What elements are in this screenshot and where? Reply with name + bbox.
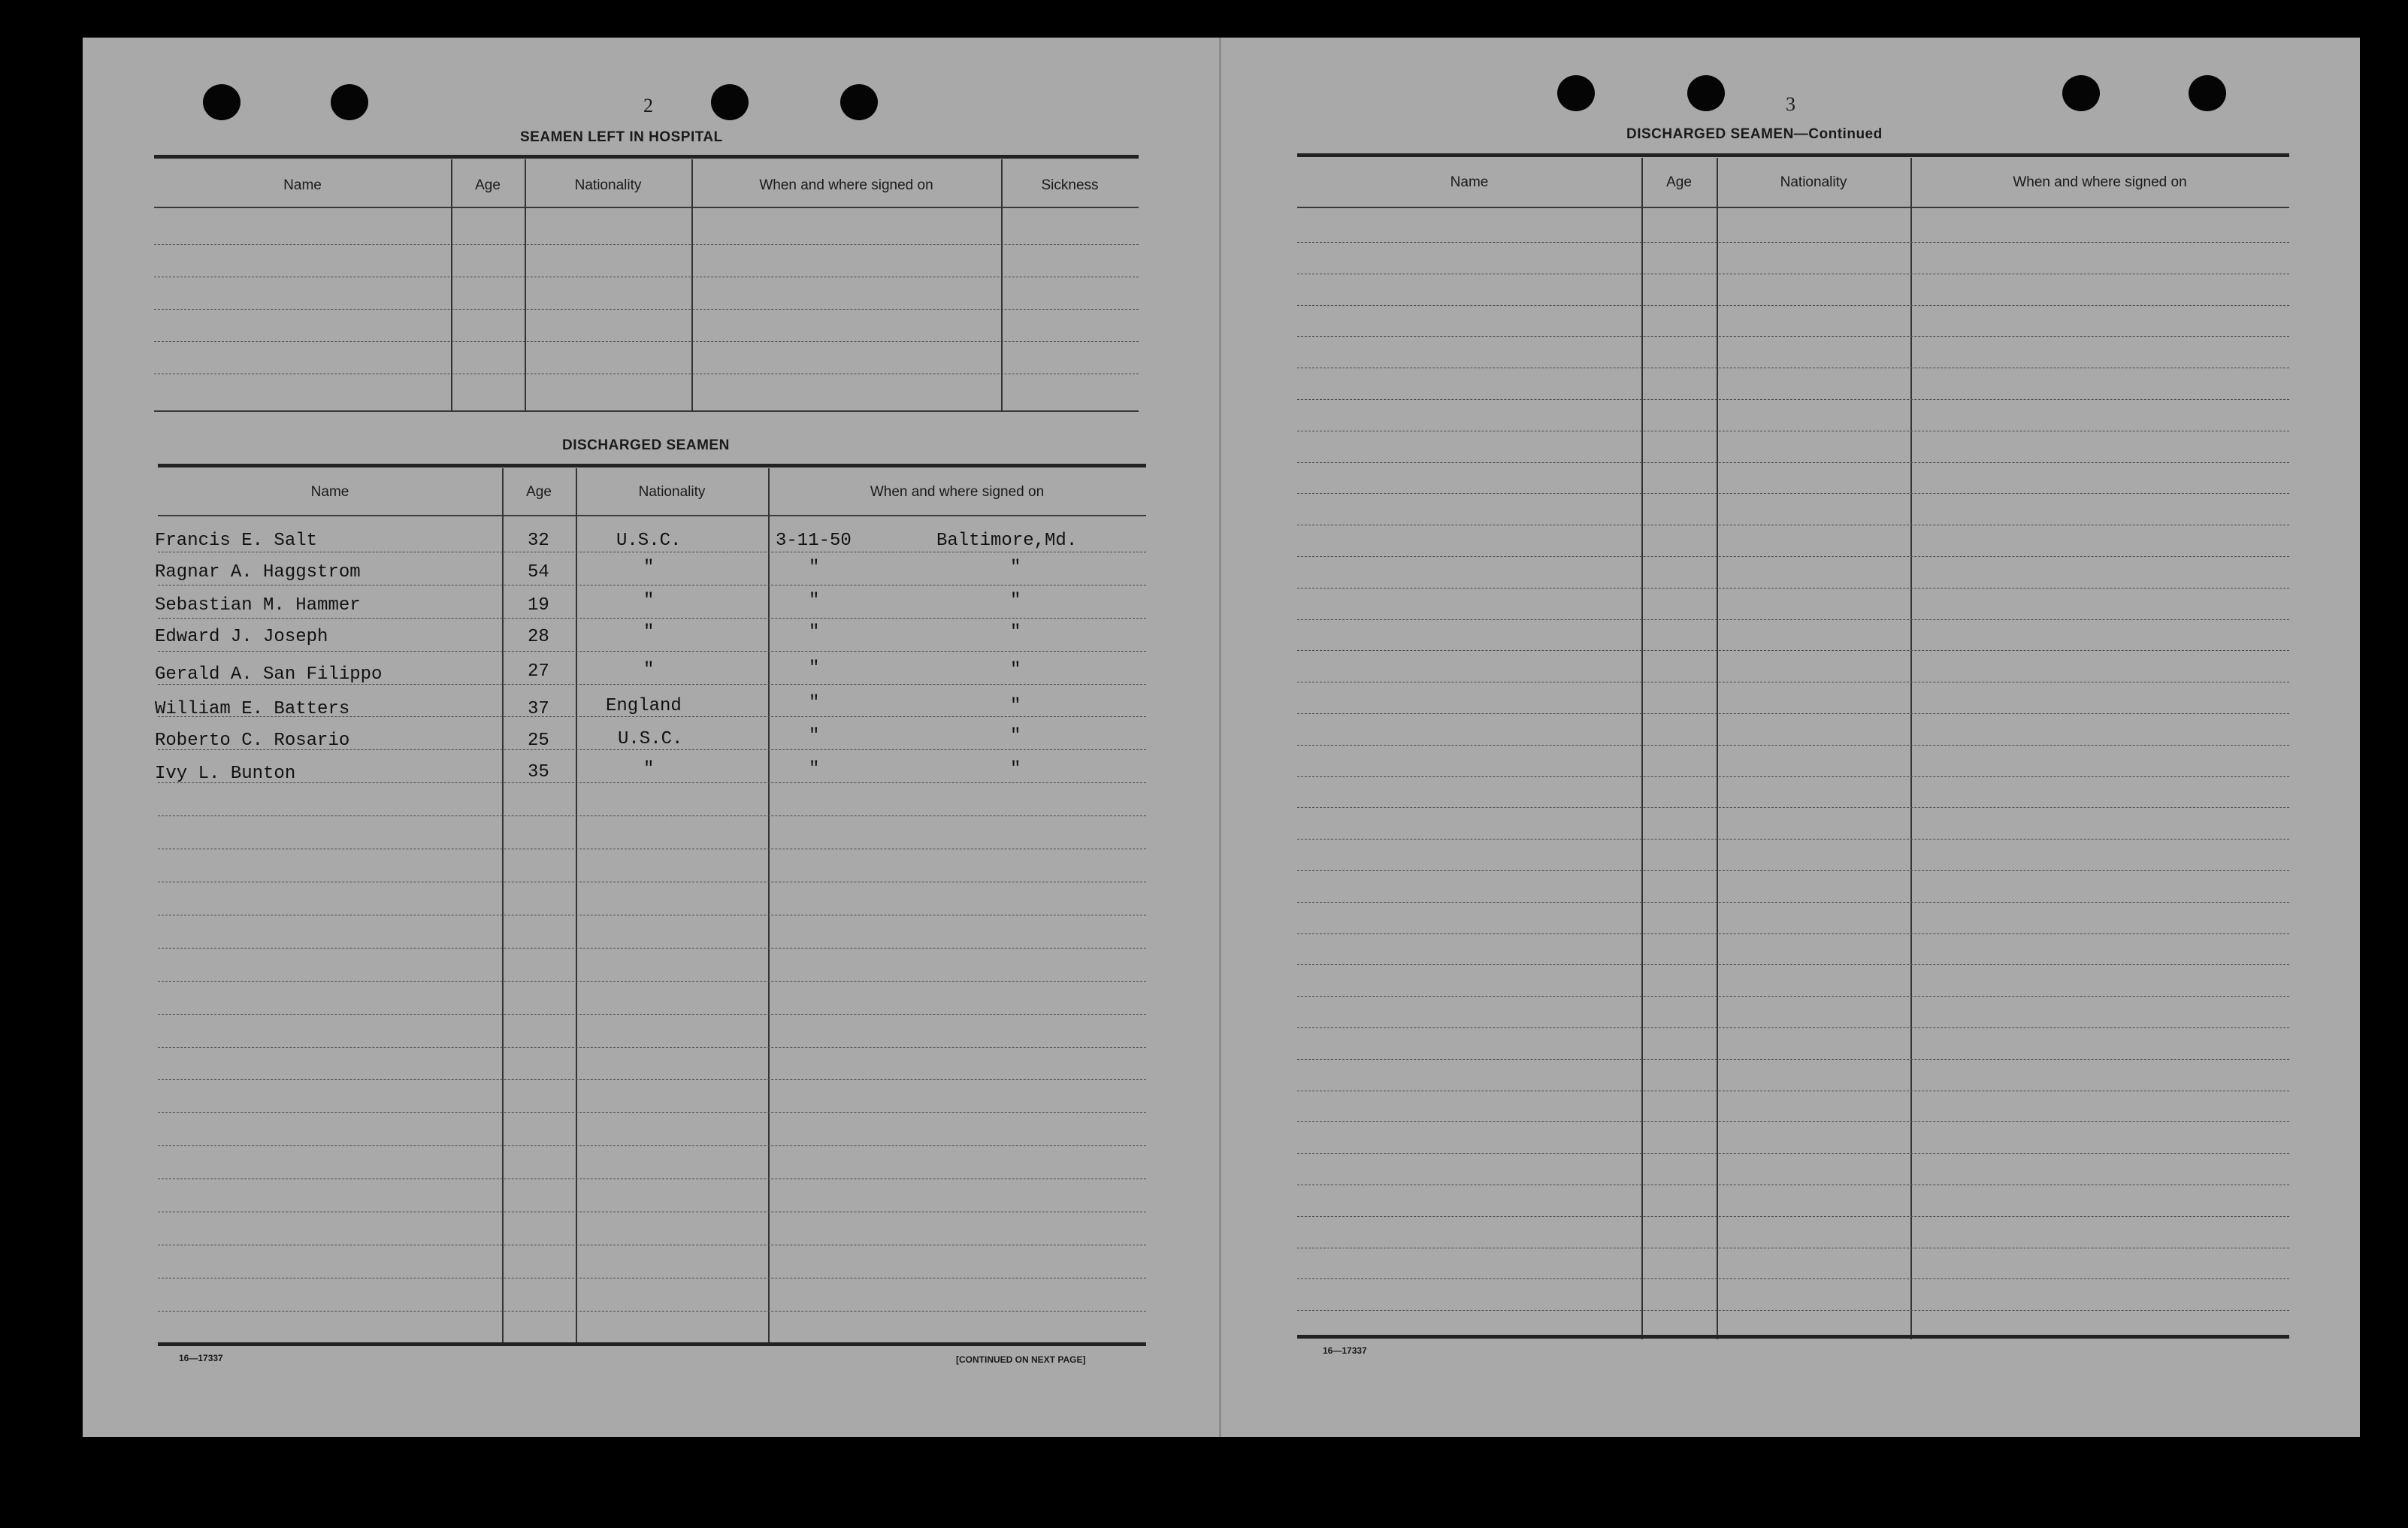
column-divider: [1717, 158, 1718, 1339]
seaman-age: 35: [528, 762, 549, 782]
seaman-nationality: ": [643, 660, 655, 680]
entry-line: [154, 341, 1139, 342]
col-header-sickness: Sickness: [1041, 177, 1099, 193]
entry-line: [1297, 1278, 2289, 1279]
entry-line: [158, 618, 1146, 619]
signed-on-place: ": [1010, 726, 1021, 746]
entry-line: [1297, 713, 2289, 714]
seaman-nationality: ": [643, 591, 655, 611]
seaman-name: Roberto C. Rosario: [155, 731, 350, 751]
entry-line: [1297, 336, 2289, 337]
entry-line: [1297, 1216, 2289, 1217]
entry-line: [1297, 1059, 2289, 1060]
entry-line: [158, 651, 1146, 652]
col-header-name: Name: [310, 484, 349, 500]
entry-line: [1297, 964, 2289, 965]
table-rule: [158, 515, 1146, 516]
col-header-age: Age: [475, 177, 501, 193]
seaman-nationality: U.S.C.: [618, 729, 683, 749]
column-divider: [1001, 159, 1003, 412]
seaman-age: 19: [528, 595, 549, 616]
column-divider: [1641, 158, 1643, 1339]
col-header-nationality: Nationality: [638, 484, 706, 500]
entry-line: [1297, 839, 2289, 840]
seaman-name: Gerald A. San Filippo: [155, 664, 383, 685]
entry-line: [1297, 807, 2289, 808]
entry-line: [158, 1311, 1146, 1312]
entry-line: [154, 309, 1139, 310]
col-header-name: Name: [283, 177, 322, 193]
seaman-name: Edward J. Joseph: [155, 627, 328, 647]
entry-line: [158, 948, 1146, 949]
form-number: 16—17337: [179, 1353, 223, 1363]
entry-line: [1297, 242, 2289, 243]
form-number: 16—17337: [1323, 1345, 1367, 1356]
entry-line: [158, 1014, 1146, 1015]
continued-note: [CONTINUED ON NEXT PAGE]: [956, 1354, 1086, 1365]
col-header-name: Name: [1450, 174, 1489, 190]
col-header-nationality: Nationality: [574, 177, 642, 193]
col-header-signed-on: When and where signed on: [2013, 174, 2187, 190]
entry-line: [1297, 619, 2289, 620]
entry-line: [1297, 399, 2289, 400]
entry-line: [1297, 745, 2289, 746]
column-divider: [502, 468, 504, 1344]
entry-line: [158, 1145, 1146, 1146]
signed-on-date: ": [809, 622, 820, 643]
hospital-section-title: SEAMEN LEFT IN HOSPITAL: [520, 129, 723, 145]
table-rule: [1297, 153, 2289, 157]
punch-hole: [1557, 75, 1595, 111]
col-header-signed-on: When and where signed on: [759, 177, 933, 193]
seaman-name: Francis E. Salt: [155, 531, 318, 551]
seaman-nationality: ": [643, 622, 655, 643]
signed-on-place: ": [1010, 622, 1021, 643]
col-header-nationality: Nationality: [1780, 174, 1847, 190]
seaman-nationality: ": [643, 759, 655, 779]
entry-line: [1297, 776, 2289, 777]
form-sheet: [83, 38, 2360, 1437]
page-number: 2: [643, 95, 653, 116]
seaman-name: William E. Batters: [155, 699, 350, 719]
signed-on-place: Baltimore,Md.: [936, 531, 1078, 551]
seaman-age: 28: [528, 627, 549, 647]
table-rule: [158, 1342, 1146, 1346]
punch-hole: [711, 84, 749, 120]
entry-line: [158, 1112, 1146, 1113]
signed-on-date: 3-11-50: [776, 531, 852, 551]
table-rule: [154, 207, 1139, 208]
entry-line: [158, 815, 1146, 816]
column-divider: [576, 468, 577, 1344]
entry-line: [1297, 1153, 2289, 1154]
page-number: 3: [1786, 93, 1795, 115]
punch-hole: [1687, 75, 1725, 111]
punch-hole: [840, 84, 878, 120]
entry-line: [1297, 493, 2289, 494]
entry-line: [158, 782, 1146, 783]
seaman-age: 37: [528, 699, 549, 719]
entry-line: [1297, 996, 2289, 997]
seaman-nationality: U.S.C.: [616, 531, 682, 551]
column-divider: [768, 468, 770, 1344]
col-header-age: Age: [526, 484, 552, 500]
entry-line: [158, 981, 1146, 982]
signed-on-place: ": [1010, 558, 1021, 578]
entry-line: [1297, 556, 2289, 557]
entry-line: [1297, 588, 2289, 589]
column-divider: [1910, 158, 1912, 1339]
signed-on-date: ": [809, 759, 820, 779]
punch-hole: [2062, 75, 2100, 111]
entry-line: [1297, 305, 2289, 306]
column-divider: [451, 159, 452, 412]
entry-line: [1297, 1310, 2289, 1311]
column-divider: [525, 159, 526, 412]
seaman-name: Ragnar A. Haggstrom: [155, 562, 361, 582]
seaman-nationality: England: [606, 696, 682, 716]
punch-hole: [203, 84, 240, 120]
table-rule: [158, 464, 1146, 467]
table-rule: [1297, 1335, 2289, 1339]
punch-hole: [2189, 75, 2226, 111]
seaman-age: 54: [528, 562, 549, 582]
page-fold: [1219, 38, 1221, 1437]
seaman-age: 25: [528, 731, 549, 751]
entry-line: [1297, 870, 2289, 871]
signed-on-date: ": [809, 558, 820, 578]
discharged-continued-title: DISCHARGED SEAMEN—Continued: [1626, 126, 1883, 142]
discharged-section-title: DISCHARGED SEAMEN: [562, 437, 730, 453]
signed-on-place: ": [1010, 759, 1021, 779]
col-header-age: Age: [1666, 174, 1692, 190]
entry-line: [1297, 462, 2289, 463]
signed-on-place: ": [1010, 660, 1021, 680]
seaman-name: Ivy L. Bunton: [155, 764, 296, 784]
signed-on-place: ": [1010, 591, 1021, 611]
entry-line: [1297, 933, 2289, 934]
column-divider: [691, 159, 693, 412]
entry-line: [1297, 1121, 2289, 1122]
entry-line: [1297, 1027, 2289, 1028]
table-rule: [154, 155, 1139, 159]
signed-on-date: ": [809, 693, 820, 713]
signed-on-date: ": [809, 658, 820, 679]
seaman-nationality: ": [643, 558, 655, 578]
col-header-signed-on: When and where signed on: [870, 484, 1045, 500]
punch-hole: [331, 84, 368, 120]
seaman-age: 32: [528, 531, 549, 551]
seaman-name: Sebastian M. Hammer: [155, 595, 361, 616]
table-rule: [1297, 207, 2289, 208]
seaman-age: 27: [528, 661, 549, 682]
entry-line: [158, 1079, 1146, 1080]
table-rule: [154, 410, 1139, 412]
signed-on-date: ": [809, 591, 820, 611]
entry-line: [154, 244, 1139, 245]
signed-on-date: ": [809, 726, 820, 746]
entry-line: [1297, 902, 2289, 903]
entry-line: [1297, 650, 2289, 651]
entry-line: [158, 1047, 1146, 1048]
signed-on-place: ": [1010, 696, 1021, 716]
